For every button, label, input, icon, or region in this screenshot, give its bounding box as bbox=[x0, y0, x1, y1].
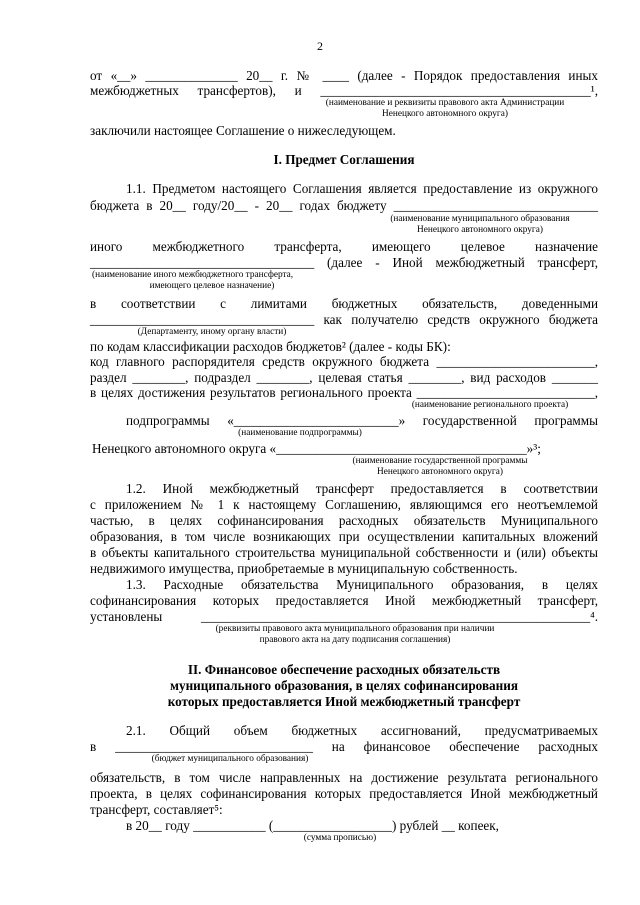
field-caption: имеющего целевое назначение) bbox=[149, 281, 275, 291]
page-number: 2 bbox=[317, 39, 323, 53]
text-line: образования, в том числе возникающих при осуществлении капитальных вложений bbox=[90, 529, 598, 544]
text-line: __________________________________ как получателю средств окружного бюджета bbox=[90, 312, 598, 327]
text-line: установлены ___________________________________________________________⁴. bbox=[90, 609, 598, 624]
text-line: 1.1. Предметом настоящего Соглашения является предоставление из окружного bbox=[126, 181, 598, 196]
field-caption: (Департаменту, иному органу власти) bbox=[137, 327, 287, 337]
field-caption: правового акта на дату подписания соглашения) bbox=[259, 635, 451, 645]
text-line: с приложением № 1 к настоящему Соглашению, являющимся его неотъемлемой bbox=[90, 497, 598, 512]
field-caption: (сумма прописью) bbox=[303, 833, 377, 843]
field-caption: (наименование подпрограммы) bbox=[238, 428, 362, 438]
text-line: иного межбюджетного трансферта, имеющего целевое назначение bbox=[90, 239, 598, 254]
text-line: по кодам классификации расходов бюджетов² (далее - коды БК): bbox=[90, 339, 451, 354]
text-line: подпрограммы «_________________________» государственной программы bbox=[126, 413, 598, 428]
text-line: в целях достижения результатов регионального проекта ___________________________, bbox=[90, 385, 598, 400]
field-caption: (наименование иного межбюджетного трансферта, bbox=[92, 270, 294, 280]
text-line: Ненецкого автономного округа «______________________________________»³; bbox=[92, 441, 541, 456]
text-line: проекта, в целях софинансирования которых предоставляется Иной межбюджетный bbox=[90, 786, 598, 801]
text-line: в соответствии с лимитами бюджетных обязательств, доведенными bbox=[90, 296, 598, 311]
text-line: код главного распорядителя средств окружного бюджета ________________________, bbox=[90, 354, 598, 369]
text-line: раздел ________, подраздел ________, целевая статья ________, вид расходов _______ bbox=[90, 370, 598, 385]
section-heading: муниципального образования, в целях софинансирования bbox=[170, 678, 518, 693]
section-heading: II. Финансовое обеспечение расходных обязательств bbox=[187, 662, 501, 677]
field-caption: (бюджет муниципального образования) bbox=[151, 754, 309, 764]
text-line: в ______________________________ на финансовое обеспечение расходных bbox=[90, 739, 598, 754]
text-line: 1.2. Иной межбюджетный трансферт предоставляется в соответствии bbox=[126, 481, 598, 496]
text-line: 2.1. Общий объем бюджетных ассигнований, предусматриваемых bbox=[126, 723, 598, 738]
section-heading: которых предоставляется Иной межбюджетный трансферт bbox=[167, 694, 521, 709]
text-line: __________________________________ (далее - Иной межбюджетный трансферт, bbox=[90, 255, 598, 270]
text-line: от «__» ______________ 20__ г. № ____ (далее - Порядок предоставления иных bbox=[90, 68, 598, 83]
text-line: трансферт, составляет⁵: bbox=[90, 802, 223, 817]
field-caption: (наименование государственной программы bbox=[352, 456, 528, 466]
field-caption: Ненецкого автономного округа) bbox=[377, 467, 503, 477]
field-caption: (наименование и реквизиты правового акта Администрации bbox=[325, 98, 565, 108]
field-caption: (наименование муниципального образования bbox=[390, 214, 570, 224]
text-line: обязательств, в том числе направленных на достижение результата регионального bbox=[90, 770, 598, 785]
text-line: в объекты капитального строительства муниципальной собственности и (или) объекты bbox=[90, 545, 598, 560]
section-heading: I. Предмет Соглашения bbox=[273, 152, 415, 167]
field-caption: (реквизиты правового акта муниципального образования при наличии bbox=[215, 624, 495, 634]
text-line: межбюджетных трансфертов), и _________________________________________¹, bbox=[90, 83, 598, 98]
field-caption: Ненецкого автономного округа) bbox=[417, 225, 543, 235]
text-line: недвижимого имущества, приобретаемые в муниципальную собственность. bbox=[90, 561, 518, 576]
text-line: частью, в целях софинансирования расходных обязательств Муниципального bbox=[90, 513, 598, 528]
text-line: в 20__ году ___________ (__________________) рублей __ копеек, bbox=[126, 818, 499, 833]
text-line: софинансирования которых предоставляется Иной межбюджетный трансферт, bbox=[90, 593, 598, 608]
field-caption: (наименование регионального проекта) bbox=[411, 400, 569, 410]
text-line: заключили настоящее Соглашение о нижеследующем. bbox=[90, 123, 396, 138]
text-line: бюджета в 20__ году/20__ - 20__ годах бюджету _______________________________ bbox=[90, 198, 598, 213]
text-line: 1.3. Расходные обязательства Муниципального образования, в целях bbox=[126, 577, 598, 592]
field-caption: Ненецкого автономного округа) bbox=[382, 109, 508, 119]
